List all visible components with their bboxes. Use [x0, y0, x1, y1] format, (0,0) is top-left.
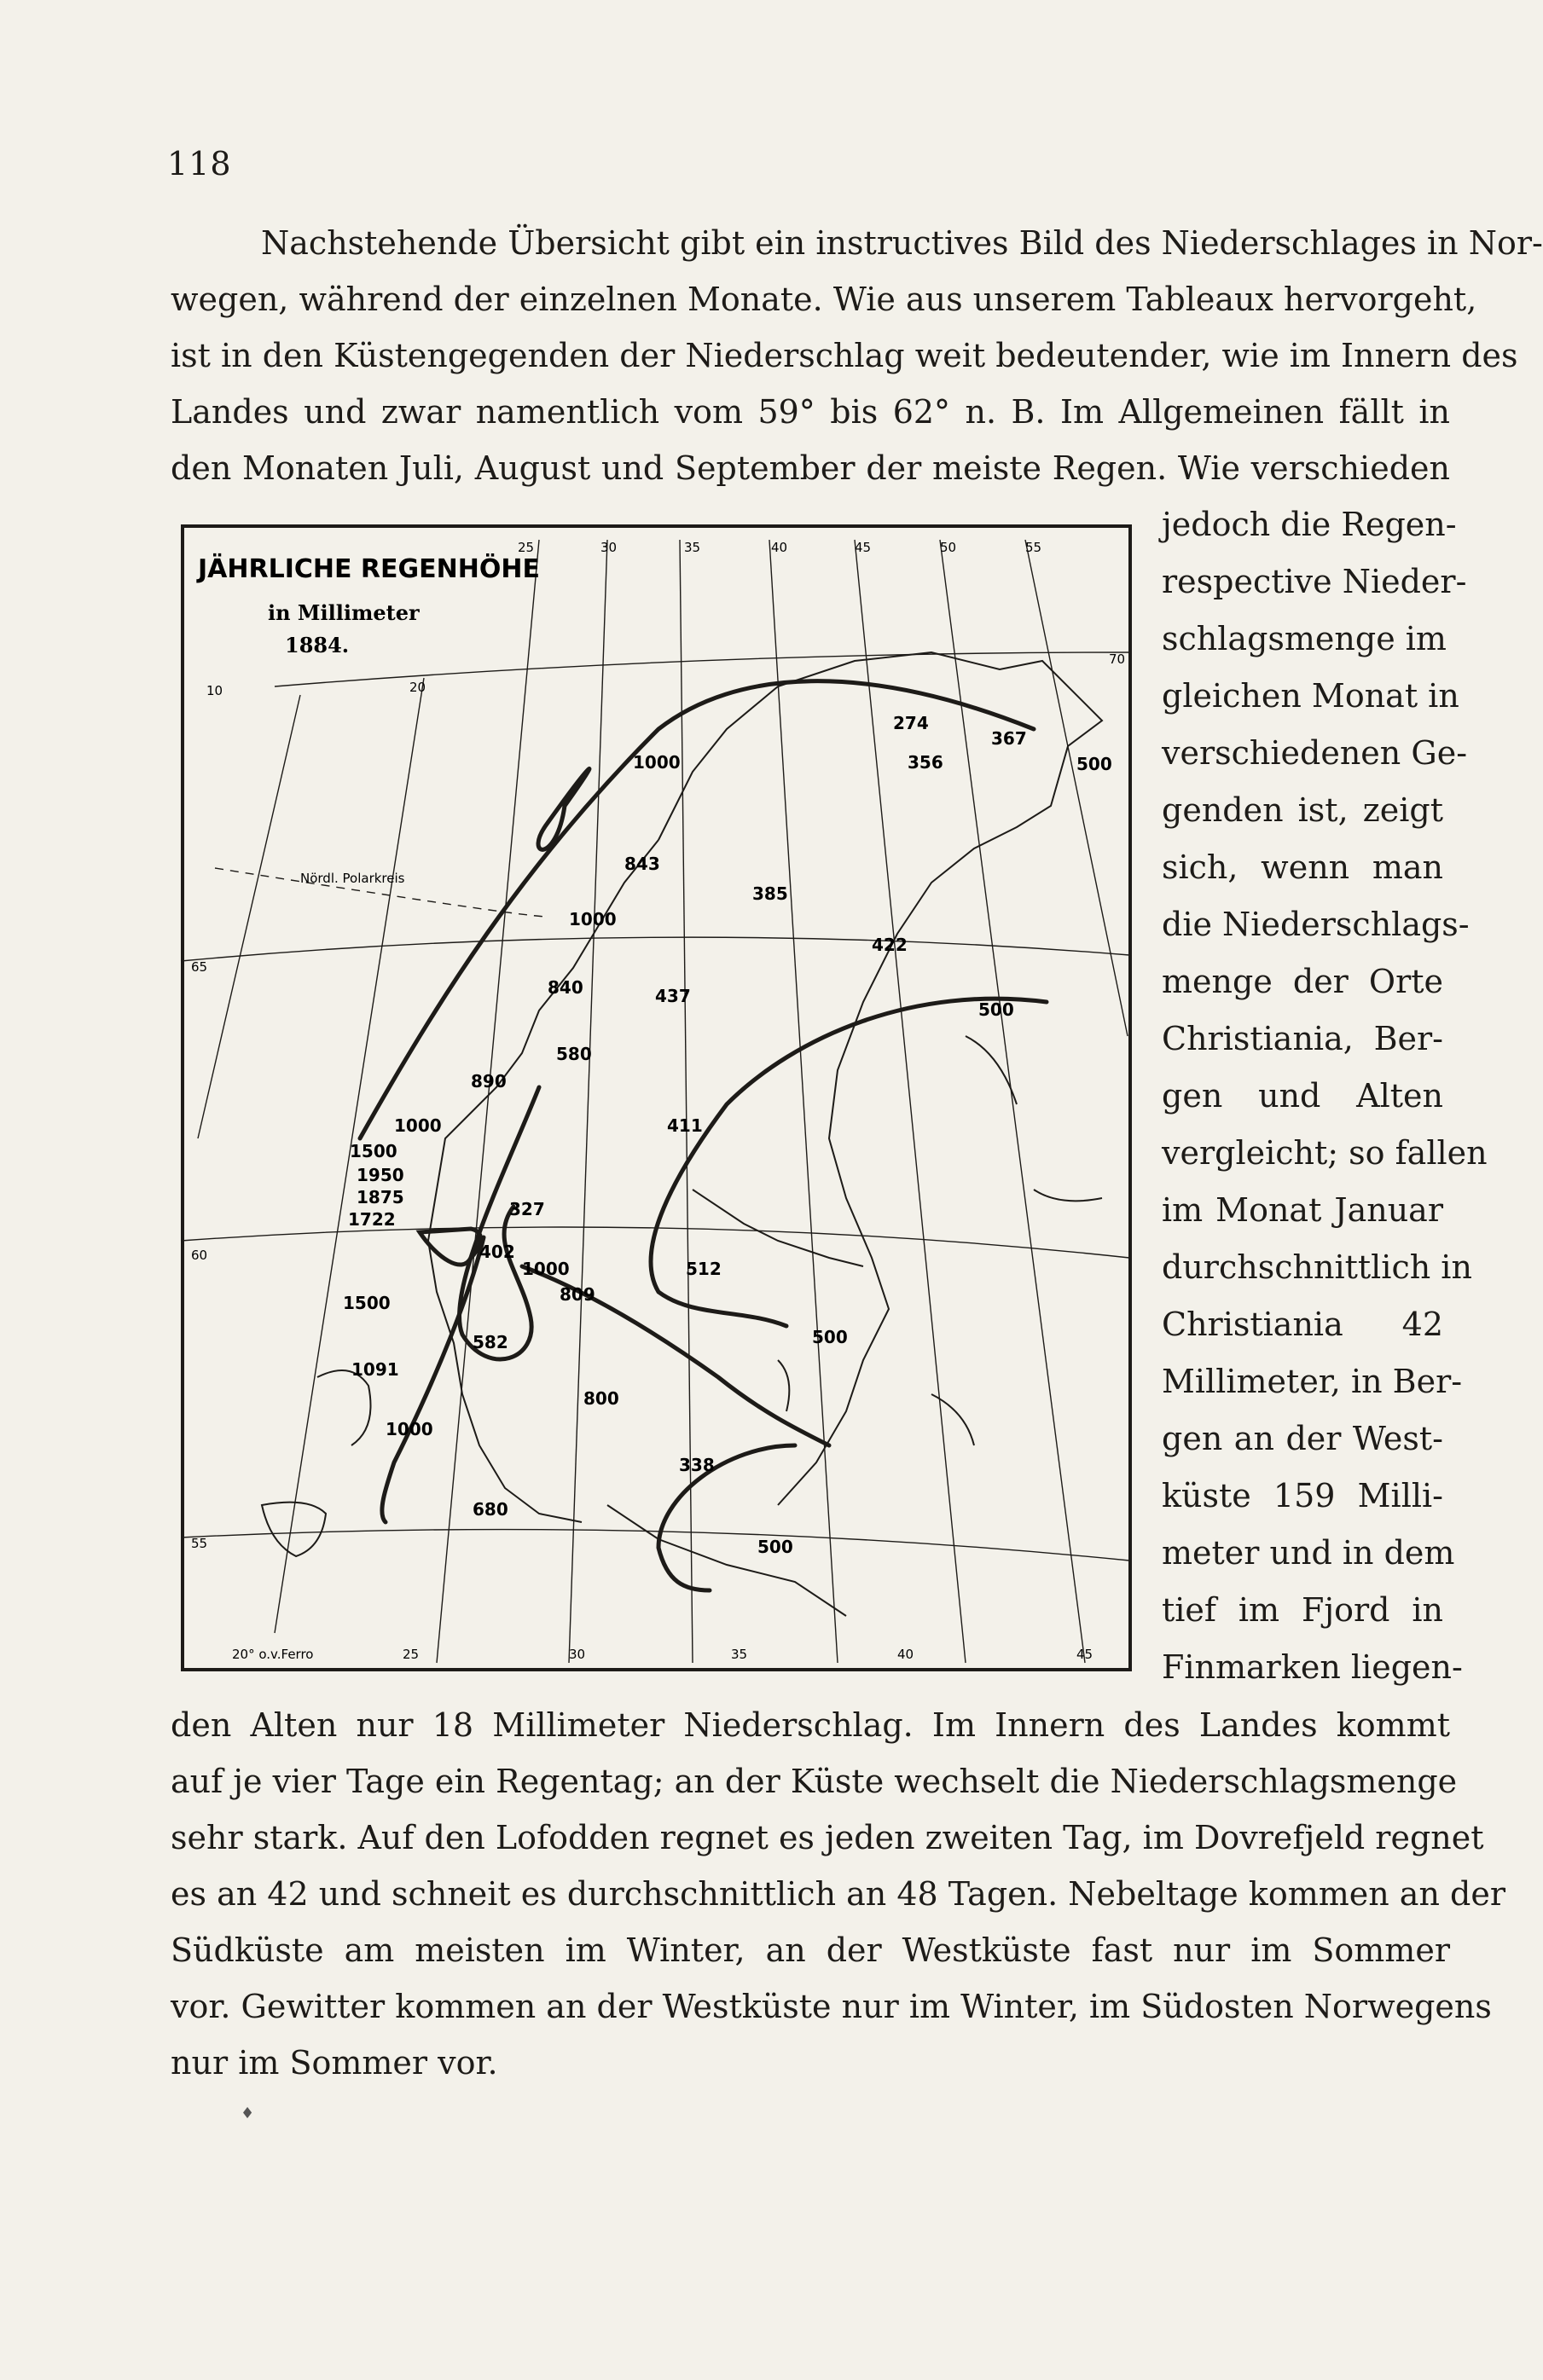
rainfall-map [181, 524, 1132, 1671]
side-text-line: sich, wenn man [1162, 848, 1443, 886]
svg-text:580: 580 [556, 1044, 592, 1064]
svg-text:25: 25 [518, 540, 535, 555]
map-subtitle: in Millimeter [268, 600, 420, 625]
svg-text:1000: 1000 [569, 909, 617, 929]
svg-text:70: 70 [1109, 651, 1126, 667]
side-text-line: jedoch die Regen- [1162, 506, 1457, 543]
side-text-line: gen an der West- [1162, 1420, 1443, 1457]
text-line: ist in den Küstengegenden der Niederschlag weit bedeutender, wie im Innern des [171, 337, 1518, 374]
svg-text:327: 327 [509, 1199, 545, 1219]
text-line: vor. Gewitter kommen an der Westküste nur im Winter, im Südosten Norwegens [171, 1988, 1492, 2025]
map-legend [196, 553, 540, 657]
side-text-line: im Monat Januar [1162, 1191, 1443, 1229]
svg-text:809: 809 [560, 1284, 595, 1305]
text-line: wegen, während der einzelnen Monate. Wie aus unserem Tableaux hervorgeht, [171, 281, 1477, 318]
side-text-line: respective Nieder- [1162, 563, 1467, 600]
svg-text:500: 500 [1076, 754, 1112, 774]
svg-text:274: 274 [893, 713, 929, 733]
svg-text:1000: 1000 [522, 1259, 570, 1279]
svg-text:402: 402 [479, 1242, 515, 1262]
text-line: den Alten nur 18 Millimeter Niederschlag. Im Innern des Landes kommt [171, 1706, 1450, 1744]
text-line: Landes und zwar namentlich vom 59° bis 62° n. B. Im Allgemeinen fällt in [171, 393, 1450, 431]
svg-text:40: 40 [771, 540, 788, 555]
svg-text:500: 500 [978, 999, 1014, 1020]
text-line: Südküste am meisten im Winter, an der Westküste fast nur im Sommer [171, 1931, 1450, 1969]
svg-text:45: 45 [855, 540, 872, 555]
side-text-line: Christiania 42 [1162, 1306, 1443, 1343]
svg-text:1500: 1500 [350, 1141, 397, 1161]
svg-text:35: 35 [684, 540, 701, 555]
side-text-line: vergleicht; so fallen [1162, 1134, 1488, 1172]
side-text-line: gleichen Monat in [1162, 677, 1459, 715]
svg-text:1950: 1950 [357, 1165, 404, 1185]
side-text-line: Christiania, Ber- [1162, 1020, 1443, 1057]
svg-text:1000: 1000 [386, 1419, 433, 1439]
side-text-line: verschiedenen Ge- [1162, 734, 1468, 772]
side-text-line: menge der Orte [1162, 963, 1443, 1000]
svg-text:437: 437 [655, 986, 691, 1006]
svg-text:35: 35 [731, 1647, 748, 1662]
svg-text:1722: 1722 [348, 1209, 396, 1230]
map-year: 1884. [285, 633, 350, 657]
graticule [181, 540, 1129, 1663]
svg-text:843: 843 [624, 854, 660, 874]
side-text-line: küste 159 Milli- [1162, 1477, 1443, 1514]
svg-text:55: 55 [191, 1536, 208, 1551]
svg-text:1091: 1091 [351, 1359, 399, 1380]
svg-text:367: 367 [991, 728, 1027, 749]
latitude-ticks [191, 651, 1125, 1551]
svg-text:1000: 1000 [633, 752, 681, 773]
polar-circle-label: Nördl. Polarkreis [300, 871, 405, 886]
svg-text:1000: 1000 [394, 1115, 442, 1136]
svg-text:512: 512 [686, 1259, 722, 1279]
text-line: sehr stark. Auf den Lofodden regnet es jeden zweiten Tag, im Dovrefjeld regnet [171, 1819, 1484, 1856]
svg-text:840: 840 [548, 977, 583, 998]
svg-text:582: 582 [473, 1332, 508, 1352]
svg-text:60: 60 [191, 1248, 208, 1263]
map-title: JÄHRLICHE REGENHÖHE [198, 554, 540, 584]
svg-text:1500: 1500 [343, 1293, 391, 1313]
svg-text:338: 338 [679, 1455, 715, 1475]
svg-text:385: 385 [752, 883, 788, 904]
svg-text:500: 500 [812, 1327, 848, 1347]
svg-text:65: 65 [191, 959, 208, 975]
rainfall-map-svg [181, 524, 1132, 1671]
svg-text:680: 680 [473, 1499, 508, 1520]
text-line: auf je vier Tage ein Regentag; an der Küste wechselt die Niederschlagsmenge [171, 1763, 1458, 1800]
side-text-line: durchschnittlich in [1162, 1248, 1472, 1286]
side-text-line: Finmarken liegen- [1162, 1648, 1463, 1686]
svg-text:1875: 1875 [357, 1187, 404, 1207]
svg-text:10: 10 [206, 683, 223, 698]
svg-text:30: 30 [600, 540, 618, 555]
side-text-line: schlagsmenge im [1162, 620, 1447, 657]
svg-text:50: 50 [940, 540, 957, 555]
svg-text:30: 30 [569, 1647, 586, 1662]
text-line: den Monaten Juli, August und September der meiste Regen. Wie verschieden [171, 449, 1450, 487]
text-line: Nachstehende Übersicht gibt ein instructives Bild des Niederschlages in Nor- [261, 224, 1543, 262]
svg-text:890: 890 [471, 1071, 507, 1092]
svg-text:55: 55 [1025, 540, 1042, 555]
svg-text:356: 356 [908, 752, 943, 773]
page-number: 118 [167, 145, 232, 182]
svg-text:20° o.v.Ferro: 20° o.v.Ferro [232, 1647, 314, 1662]
svg-text:45: 45 [1076, 1647, 1093, 1662]
side-text-line: gen und Alten [1162, 1077, 1443, 1115]
side-text-line: tief im Fjord in [1162, 1591, 1443, 1629]
svg-text:25: 25 [403, 1647, 420, 1662]
page-mark: ♦ [241, 2105, 255, 2122]
side-text-line: genden ist, zeigt [1162, 791, 1443, 829]
side-text-line: Millimeter, in Ber- [1162, 1363, 1463, 1400]
text-line: nur im Sommer vor. [171, 2044, 498, 2082]
side-text-line: meter und in dem [1162, 1534, 1455, 1572]
svg-text:800: 800 [583, 1388, 619, 1409]
text-line: es an 42 und schneit es durchschnittlich an 48 Tagen. Nebeltage kommen an der [171, 1875, 1505, 1913]
side-text-line: die Niederschlags- [1162, 906, 1470, 943]
svg-text:500: 500 [757, 1537, 793, 1557]
svg-text:40: 40 [897, 1647, 914, 1662]
svg-text:411: 411 [667, 1115, 703, 1136]
svg-text:422: 422 [872, 935, 908, 955]
svg-text:20: 20 [409, 680, 426, 695]
